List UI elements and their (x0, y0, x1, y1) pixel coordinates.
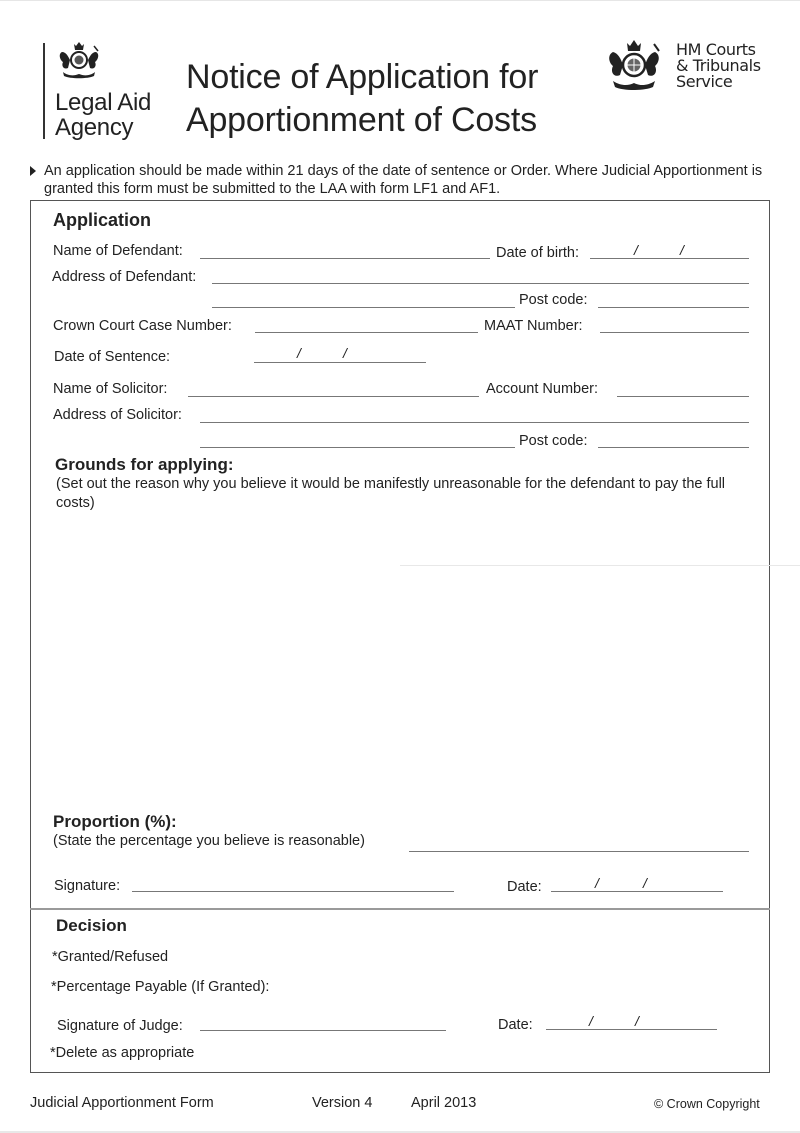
address-of-defendant-field-line1[interactable] (212, 283, 749, 284)
proportion-hint: (State the percentage you believe is reasonable) (53, 833, 365, 849)
date-separator: / (635, 1013, 639, 1029)
date-separator: / (634, 242, 638, 258)
application-date-label: Date: (507, 879, 542, 895)
page-title-line1: Notice of Application for (186, 58, 539, 96)
application-date-field[interactable] (551, 891, 723, 892)
defendant-post-code-label: Post code: (519, 292, 588, 308)
solicitor-post-code-field[interactable] (598, 447, 749, 448)
page-title (186, 56, 538, 142)
royal-coat-of-arms-icon (54, 42, 104, 82)
section-divider (30, 908, 770, 910)
address-of-defendant-field-line2[interactable] (212, 307, 515, 308)
address-of-solicitor-field-line1[interactable] (200, 422, 749, 423)
solicitor-post-code-label: Post code: (519, 433, 588, 449)
royal-coat-of-arms-icon (603, 40, 665, 94)
signature-field[interactable] (132, 891, 454, 892)
crown-court-case-number-label: Crown Court Case Number: (53, 318, 232, 334)
footer-date: April 2013 (411, 1095, 477, 1111)
page-top-edge (0, 0, 800, 1)
hmcts-logo-line2: & Tribunals (676, 56, 761, 75)
laa-logo-text (55, 90, 151, 140)
name-of-solicitor-label: Name of Solicitor: (53, 381, 168, 397)
signature-of-judge-label: Signature of Judge: (57, 1018, 183, 1034)
defendant-post-code-field[interactable] (598, 307, 749, 308)
proportion-field[interactable] (409, 851, 749, 852)
page-title-line2: Apportionment of Costs (186, 101, 537, 139)
laa-logo-line1: Legal Aid (55, 89, 152, 116)
account-number-field[interactable] (617, 396, 749, 397)
date-separator: / (680, 242, 684, 258)
name-of-defendant-label: Name of Defendant: (53, 243, 183, 259)
date-of-sentence-field[interactable] (254, 362, 426, 363)
laa-logo-line2: Agency (55, 114, 134, 141)
scan-artifact-line (400, 565, 800, 566)
decision-date-label: Date: (498, 1017, 533, 1033)
hmcts-logo-line1: HM Courts (676, 40, 756, 59)
date-separator: / (643, 875, 647, 891)
grounds-text-area[interactable] (50, 515, 750, 800)
date-separator: / (589, 1013, 593, 1029)
hmcts-logo-text (676, 42, 761, 90)
footer-version: Version 4 (312, 1095, 373, 1111)
percentage-payable-label: *Percentage Payable (If Granted): (51, 979, 270, 995)
maat-number-label: MAAT Number: (484, 318, 583, 334)
date-separator: / (595, 875, 599, 891)
decision-section-title: Decision (56, 916, 127, 935)
date-separator: / (297, 345, 301, 361)
name-of-defendant-field[interactable] (200, 258, 490, 259)
date-of-birth-label: Date of birth: (496, 245, 580, 261)
delete-as-appropriate-note: *Delete as appropriate (50, 1045, 195, 1061)
maat-number-field[interactable] (600, 332, 749, 333)
crown-court-case-number-field[interactable] (255, 332, 478, 333)
name-of-solicitor-field[interactable] (188, 396, 479, 397)
address-of-solicitor-label: Address of Solicitor: (53, 407, 182, 423)
decision-date-field[interactable] (546, 1029, 717, 1030)
signature-of-judge-field[interactable] (200, 1030, 446, 1031)
intro-note: An application should be made within 21 days of the date of sentence or Order. Where Judicial Apportionment is granted this form must be submitted to the LAA with form LF1 and AF1. (44, 163, 763, 197)
account-number-label: Account Number: (486, 381, 599, 397)
address-of-defendant-label: Address of Defendant: (52, 269, 197, 285)
date-of-birth-field[interactable] (590, 258, 749, 259)
date-separator: / (343, 345, 347, 361)
bullet-arrow-icon (30, 166, 36, 176)
hmcts-logo-line3: Service (676, 72, 733, 91)
proportion-section-title: Proportion (%): (53, 812, 177, 831)
signature-label: Signature: (54, 878, 121, 894)
date-of-sentence-label: Date of Sentence: (54, 349, 171, 365)
grounds-section-title: Grounds for applying: (55, 455, 234, 474)
address-of-solicitor-field-line2[interactable] (200, 447, 515, 448)
footer-copyright: © Crown Copyright (654, 1097, 760, 1111)
grounds-hint: (Set out the reason why you believe it would be manifestly unreasonable for the defendant to pay the full costs) (56, 476, 726, 511)
application-section-title: Application (53, 210, 151, 230)
granted-refused-option[interactable]: *Granted/Refused (52, 949, 169, 965)
footer-form-name: Judicial Apportionment Form (30, 1095, 214, 1111)
laa-logo-bar (43, 43, 45, 139)
